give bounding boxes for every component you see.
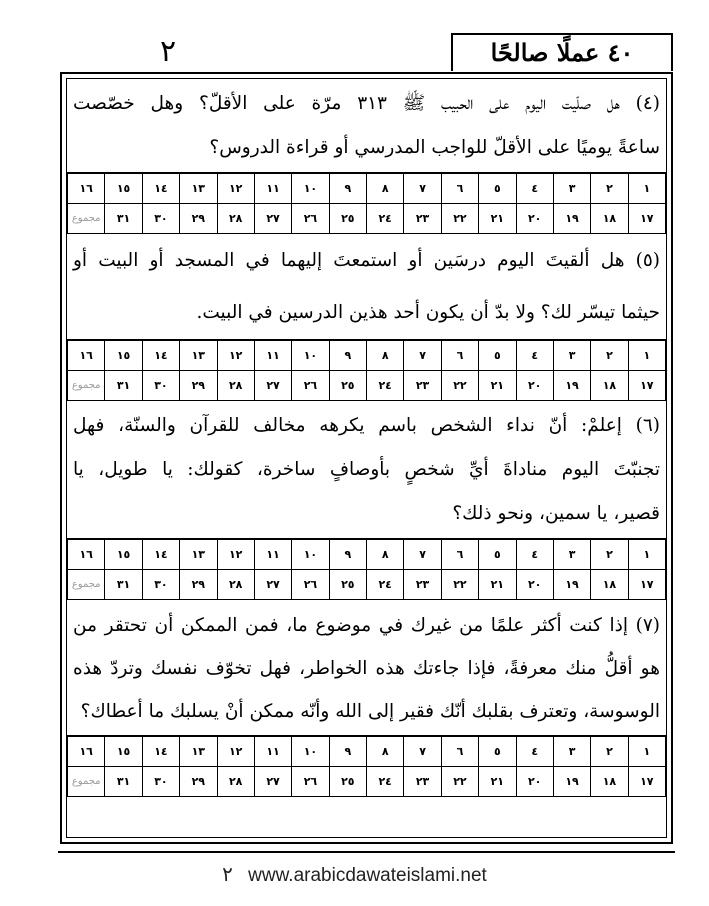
day-cell[interactable]: ٣٠	[142, 204, 179, 234]
day-cell[interactable]: ٢٢	[441, 767, 478, 797]
day-cell[interactable]: ١٥	[105, 737, 142, 767]
day-cell[interactable]: ٣١	[105, 204, 142, 234]
total-cell[interactable]: مجموع	[68, 570, 105, 600]
day-cell[interactable]: ٤	[516, 737, 553, 767]
page-header	[60, 33, 673, 73]
question-line: (٥) هل ألقيتَ اليوم درسَين أو استمعتَ إليهما في المسجد أو البيت أو	[73, 250, 660, 271]
day-tracking-grid	[67, 539, 666, 600]
day-cell[interactable]: ٢	[591, 174, 628, 204]
day-cell[interactable]: ٩	[329, 174, 366, 204]
day-cell[interactable]: ٢٩	[180, 767, 217, 797]
day-cell[interactable]: ٩	[329, 341, 366, 371]
day-cell[interactable]: ٨	[367, 341, 404, 371]
day-cell[interactable]: ١٩	[553, 767, 590, 797]
day-cell[interactable]: ١٤	[142, 341, 179, 371]
day-cell[interactable]: ٢٩	[180, 570, 217, 600]
day-cell[interactable]: ١٠	[292, 341, 329, 371]
day-cell[interactable]: ٢٣	[404, 204, 441, 234]
day-tracking-grid	[67, 736, 666, 797]
day-cell[interactable]: ٢٣	[404, 371, 441, 401]
question-line: (٤) هل صلّيت اليوم على الحبيب ﷺ ٣١٣ مرّة على الأقلّ؟ وهل خصّصت	[73, 93, 660, 114]
day-cell[interactable]: ٢١	[479, 767, 516, 797]
question-section-7	[67, 600, 666, 797]
question-text	[67, 600, 666, 736]
day-cell[interactable]: ١٦	[68, 540, 105, 570]
day-cell[interactable]: ٢٥	[329, 371, 366, 401]
day-cell[interactable]: ٤	[516, 540, 553, 570]
footer-divider	[58, 851, 675, 853]
day-cell[interactable]: ١٨	[591, 767, 628, 797]
day-cell[interactable]: ٢	[591, 737, 628, 767]
day-cell[interactable]: ١٤	[142, 737, 179, 767]
day-cell[interactable]: ٢٩	[180, 371, 217, 401]
question-line: هو أقلُّ منك معرفةً، فإذا جاءتك هذه الخواطر، فهل تخوّف نفسك وتردّ هذه	[73, 658, 660, 679]
question-line: حيثما تيسّر لك؟ ولا بدّ أن يكون أحد هذين الدرسين في البيت.	[196, 302, 660, 323]
day-cell[interactable]: ٢٧	[254, 570, 291, 600]
day-cell[interactable]: ٦	[441, 737, 478, 767]
day-cell[interactable]: ٩	[329, 540, 366, 570]
day-cell[interactable]: ٣٠	[142, 371, 179, 401]
day-cell[interactable]: ٢٤	[367, 767, 404, 797]
page-number-top: ٢	[160, 34, 177, 69]
day-cell[interactable]: ١	[628, 341, 665, 371]
day-cell[interactable]: ١٣	[180, 540, 217, 570]
day-cell[interactable]: ١٣	[180, 341, 217, 371]
day-cell[interactable]: ٢١	[479, 371, 516, 401]
day-cell[interactable]: ١٨	[591, 204, 628, 234]
day-cell[interactable]: ٧	[404, 737, 441, 767]
day-cell[interactable]: ٢١	[479, 204, 516, 234]
day-cell[interactable]: ٢٦	[292, 570, 329, 600]
question-text	[67, 234, 666, 340]
day-cell[interactable]: ١٢	[217, 174, 254, 204]
day-cell[interactable]: ٦	[441, 540, 478, 570]
day-cell[interactable]: ٢٨	[217, 204, 254, 234]
day-cell[interactable]: ١٠	[292, 540, 329, 570]
day-tracking-grid	[67, 340, 666, 401]
day-tracking-grid	[67, 173, 666, 234]
day-cell[interactable]: ٥	[479, 341, 516, 371]
day-cell[interactable]: ١٩	[553, 204, 590, 234]
day-cell[interactable]: ٦	[441, 341, 478, 371]
day-cell[interactable]: ١٧	[628, 371, 665, 401]
day-cell[interactable]: ١٥	[105, 174, 142, 204]
question-section-5	[67, 234, 666, 401]
content-inner	[66, 78, 667, 838]
day-cell[interactable]: ٢١	[479, 570, 516, 600]
day-cell[interactable]: ٢٣	[404, 570, 441, 600]
day-cell[interactable]: ١	[628, 540, 665, 570]
day-cell[interactable]: ١١	[254, 341, 291, 371]
day-cell[interactable]: ١٣	[180, 174, 217, 204]
day-cell[interactable]: ٢٧	[254, 767, 291, 797]
day-cell[interactable]: ٢٤	[367, 371, 404, 401]
day-cell[interactable]: ١٣	[180, 737, 217, 767]
question-text	[67, 401, 666, 539]
day-cell[interactable]: ٢٤	[367, 204, 404, 234]
day-cell[interactable]: ٢٦	[292, 371, 329, 401]
day-cell[interactable]: ٢٣	[404, 767, 441, 797]
day-cell[interactable]: ٧	[404, 540, 441, 570]
day-cell[interactable]: ٥	[479, 540, 516, 570]
day-cell[interactable]: ٢٧	[254, 371, 291, 401]
day-cell[interactable]: ٤	[516, 341, 553, 371]
day-cell[interactable]: ١٨	[591, 371, 628, 401]
day-cell[interactable]: ٣٠	[142, 767, 179, 797]
book-title: ٤٠ عملًا صالحًا	[451, 33, 673, 71]
day-cell[interactable]: ٢٦	[292, 204, 329, 234]
question-line: ساعةً يوميًا على الأقلّ للواجب المدرسي أو قراءة الدروس؟	[209, 137, 660, 158]
day-cell[interactable]: ١٧	[628, 204, 665, 234]
day-cell[interactable]: ٢٤	[367, 570, 404, 600]
day-cell[interactable]: ١٧	[628, 767, 665, 797]
question-section-6	[67, 401, 666, 600]
day-cell[interactable]: ٢٢	[441, 204, 478, 234]
day-cell[interactable]: ٢٠	[516, 204, 553, 234]
question-section-4	[67, 79, 666, 234]
day-cell[interactable]: ٢٧	[254, 204, 291, 234]
day-cell[interactable]: ٦	[441, 174, 478, 204]
day-cell[interactable]: ٢	[591, 341, 628, 371]
day-cell[interactable]: ٢٥	[329, 570, 366, 600]
day-cell[interactable]: ٢	[591, 540, 628, 570]
day-cell[interactable]: ٨	[367, 540, 404, 570]
day-cell[interactable]: ١٢	[217, 737, 254, 767]
question-text	[67, 79, 666, 173]
day-cell[interactable]: ٣١	[105, 767, 142, 797]
day-cell[interactable]: ٧	[404, 174, 441, 204]
day-cell[interactable]: ٢٦	[292, 767, 329, 797]
day-cell[interactable]: ١١	[254, 540, 291, 570]
day-cell[interactable]: ٣	[553, 540, 590, 570]
question-line: قصير، يا سمين، ونحو ذلك؟	[452, 503, 660, 524]
day-cell[interactable]: ٣٠	[142, 570, 179, 600]
day-cell[interactable]: ٢٢	[441, 371, 478, 401]
day-cell[interactable]: ١٤	[142, 174, 179, 204]
day-cell[interactable]: ١٤	[142, 540, 179, 570]
day-cell[interactable]: ١٠	[292, 174, 329, 204]
day-cell[interactable]: ٧	[404, 341, 441, 371]
website-url[interactable]: www.arabicdawateislami.net	[248, 865, 487, 886]
question-line: (٧) إذا كنت أكثر علمًا من غيرك في موضوع ما، فمن الممكن أن تحتقر من	[73, 615, 660, 636]
day-cell[interactable]: ١	[628, 174, 665, 204]
question-line: الوسوسة، وتعترف بقلبك أنّك فقير إلى الله وأنّه ممكن أنْ يسلبك ما أعطاك؟	[80, 701, 660, 722]
total-cell[interactable]: مجموع	[68, 371, 105, 401]
day-cell[interactable]: ٣	[553, 737, 590, 767]
day-cell[interactable]: ٢٨	[217, 570, 254, 600]
day-cell[interactable]: ٨	[367, 737, 404, 767]
day-cell[interactable]: ١٨	[591, 570, 628, 600]
day-cell[interactable]: ٢٥	[329, 767, 366, 797]
day-cell[interactable]: ١٥	[105, 341, 142, 371]
day-cell[interactable]: ١٢	[217, 540, 254, 570]
total-cell[interactable]: مجموع	[68, 204, 105, 234]
day-cell[interactable]: ١٩	[553, 570, 590, 600]
day-cell[interactable]: ١	[628, 737, 665, 767]
day-cell[interactable]: ٣١	[105, 371, 142, 401]
content-frame	[60, 72, 673, 844]
day-cell[interactable]: ١١	[254, 737, 291, 767]
day-cell[interactable]: ١٦	[68, 341, 105, 371]
day-cell[interactable]: ٢٠	[516, 371, 553, 401]
day-cell[interactable]: ٢٥	[329, 204, 366, 234]
total-cell[interactable]: مجموع	[68, 767, 105, 797]
day-cell[interactable]: ٥	[479, 174, 516, 204]
day-cell[interactable]: ١٠	[292, 737, 329, 767]
day-cell[interactable]: ٢٠	[516, 570, 553, 600]
day-cell[interactable]: ٢٨	[217, 371, 254, 401]
day-cell[interactable]: ٥	[479, 737, 516, 767]
day-cell[interactable]: ١٦	[68, 174, 105, 204]
page-number-bottom: ٢	[222, 862, 233, 886]
footer	[0, 862, 709, 887]
day-cell[interactable]: ٢٠	[516, 767, 553, 797]
day-cell[interactable]: ١٢	[217, 341, 254, 371]
question-line: تجنبّتَ اليوم مناداةَ أيِّ شخصٍ بأوصافٍ ساخرة، كقولك: يا طويل، يا	[73, 459, 660, 480]
day-cell[interactable]: ٩	[329, 737, 366, 767]
day-cell[interactable]: ١٩	[553, 371, 590, 401]
day-cell[interactable]: ٢٩	[180, 204, 217, 234]
day-cell[interactable]: ١٥	[105, 540, 142, 570]
day-cell[interactable]: ١٦	[68, 737, 105, 767]
day-cell[interactable]: ١٧	[628, 570, 665, 600]
day-cell[interactable]: ١١	[254, 174, 291, 204]
day-cell[interactable]: ٣	[553, 174, 590, 204]
day-cell[interactable]: ٢٢	[441, 570, 478, 600]
day-cell[interactable]: ٣١	[105, 570, 142, 600]
day-cell[interactable]: ٢٨	[217, 767, 254, 797]
day-cell[interactable]: ٤	[516, 174, 553, 204]
question-line: (٦) إعلمْ: أنّ نداء الشخص باسم يكرهه مخالف للقرآن والسنّة، فهل	[73, 415, 660, 436]
day-cell[interactable]: ٨	[367, 174, 404, 204]
day-cell[interactable]: ٣	[553, 341, 590, 371]
